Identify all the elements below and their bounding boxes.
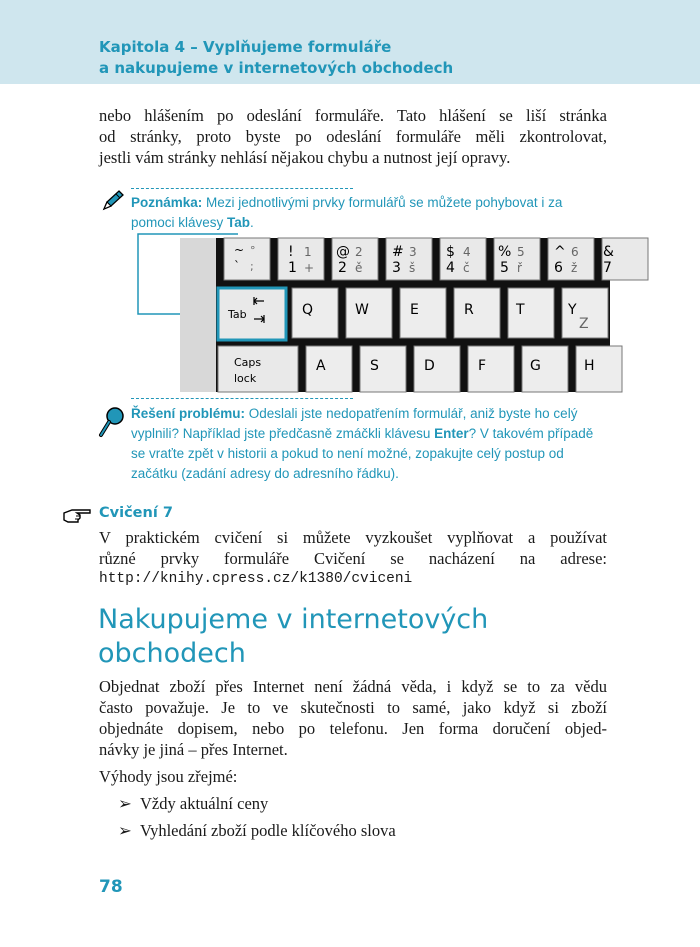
tip-line2b: ? V takovém případě (468, 426, 594, 441)
key-label: 3 (409, 245, 417, 259)
arrow-bullet-icon: ➢ (118, 821, 132, 840)
key-label: ! (288, 244, 294, 260)
key-d (414, 346, 460, 392)
caps-lock-key (218, 346, 298, 392)
paragraph-line: jestli vám stránky nehlásí nějakou chybu a nutnost její opravy. (99, 148, 511, 167)
key-label: A (316, 358, 326, 374)
key-5 (494, 238, 540, 280)
keyboard-illustration (130, 230, 614, 392)
tip-key: Enter (434, 426, 469, 441)
section-heading (98, 603, 618, 671)
paragraph-line: nebo hlášením po odeslání formuláře. Tato hlášení se liší stránka (99, 106, 607, 125)
key-4 (440, 238, 486, 280)
key-e (400, 288, 446, 338)
key-label: T (516, 302, 525, 318)
key-label: ^ (554, 244, 566, 260)
key-2 (332, 238, 378, 280)
magnifier-icon (98, 405, 126, 439)
key-label: ě (355, 261, 363, 275)
tip-block (131, 404, 608, 484)
key-a (306, 346, 352, 392)
key-label: ř (517, 261, 522, 275)
note-top-rule (131, 188, 353, 189)
caps-label-line2: lock (234, 372, 257, 385)
key-label: 3 (392, 260, 401, 276)
tip-line4: začátku (zadání adresy do adresního řádku). (131, 466, 399, 481)
key-3 (386, 238, 432, 280)
key-label: Q (302, 302, 314, 318)
key-label: @ (336, 244, 350, 260)
key-t (508, 288, 554, 338)
exercise-line2: různé prvky formuláře Cvičení se nacházení na adrese: (99, 549, 607, 568)
note-block (131, 193, 608, 233)
paragraph-line: Objednat zboží přes Internet není žádná věda, i když se to za vědu (99, 677, 607, 696)
key-label: 6 (554, 260, 563, 276)
key-label: 5 (517, 245, 525, 259)
note-text-line1: Mezi jednotlivými prvky formulářů se můžete pohybovat i za (202, 195, 563, 210)
key-label: E (410, 302, 419, 318)
key-s (360, 346, 406, 392)
exercise-title: Cvičení 7 (99, 505, 173, 521)
note-key: Tab (227, 215, 251, 230)
advantages-intro: Výhody jsou zřejmé: (99, 767, 238, 786)
key-6 (548, 238, 594, 280)
list-item (118, 820, 396, 841)
key-label: 1 (304, 245, 312, 259)
key-label: ~ (234, 243, 245, 257)
tip-label: Řešení problému: (131, 406, 246, 421)
key-7 (602, 238, 648, 280)
key-label: R (464, 302, 474, 318)
key-w (346, 288, 392, 338)
note-label: Poznámka: (131, 195, 203, 210)
key-label: W (355, 302, 369, 318)
key-label: $ (446, 244, 455, 260)
tab-key (218, 288, 286, 340)
arrow-bullet-icon: ➢ (118, 794, 132, 813)
key-f (468, 346, 514, 392)
list-item-text: Vyhledání zboží podle klíčového slova (140, 821, 396, 840)
key-1 (278, 238, 324, 280)
key-label: 4 (463, 245, 471, 259)
key-label: č (463, 261, 470, 275)
section-heading-line2: obchodech (98, 638, 246, 669)
exercise-line1: V praktickém cvičení si můžete vyzkoušet vyplňovat a používat (99, 528, 607, 547)
chapter-title-line2: a nakupujeme v internetových obchodech (99, 59, 454, 77)
pointing-hand-icon (62, 506, 92, 526)
key-g (522, 346, 568, 392)
tip-line3: se vraťte zpět v historii a pokud to není možné, zopakujte celý postup od (131, 446, 564, 461)
tab-key-label: Tab (228, 308, 247, 321)
key-label: Y (568, 302, 577, 318)
key-label: š (409, 261, 416, 275)
key-label: 1 (288, 260, 297, 276)
tip-line1: Odeslali jste nedopatřením formulář, aniž byste ho celý (245, 406, 578, 421)
key-label: F (478, 358, 487, 374)
keyboard-edge (180, 238, 216, 392)
key-label: 6 (571, 245, 579, 259)
intro-paragraph (99, 105, 607, 168)
paragraph-line: objednáte dopisem, nebo po telefonu. Jen forma doručení objed- (99, 719, 607, 738)
key-q (292, 288, 338, 338)
key-label: 4 (446, 260, 455, 276)
key-label: Z (579, 316, 589, 332)
key-h (576, 346, 622, 392)
key-r (454, 288, 500, 338)
key-label: ž (571, 261, 578, 275)
key-label: G (530, 358, 541, 374)
paragraph-line: od stránky, proto byste po odeslání formuláře měli zkontrolovat, (99, 127, 607, 146)
key-label: + (304, 261, 315, 275)
key-label: % (498, 244, 512, 260)
tip-line2a: vyplnili? Například jste předčasně zmáčkli klávesu (131, 426, 435, 441)
note-text-line2: pomoci klávesy (131, 215, 228, 230)
exercise-url[interactable]: http://knihy.cpress.cz/k1380/cviceni (99, 571, 413, 587)
chapter-title (99, 37, 619, 79)
list-item (118, 793, 268, 814)
list-item-text: Vždy aktuální ceny (140, 794, 269, 813)
key-label: S (370, 358, 379, 374)
note-period: . (250, 215, 254, 230)
caps-label-line1: Caps (234, 356, 262, 369)
key-label: ° (250, 244, 256, 257)
paragraph-line: často považuje. Je to ve skutečnosti to samé, jako když si zboží (99, 698, 607, 717)
tip-top-rule (131, 398, 353, 399)
key-label: 2 (338, 260, 347, 276)
key-label: 5 (500, 260, 509, 276)
key-label: 2 (355, 245, 363, 259)
key-label: # (392, 244, 404, 260)
section-heading-line1: Nakupujeme v internetových (98, 604, 489, 635)
paragraph-line: návky je jiná – přes Internet. (99, 740, 288, 759)
pen-icon (100, 188, 126, 214)
key-label: ` (234, 259, 240, 273)
key-label: D (424, 358, 435, 374)
section-paragraph (99, 676, 607, 760)
page-number: 78 (99, 877, 123, 897)
exercise-text (99, 527, 607, 590)
key-label: ; (250, 260, 254, 273)
key-label: 7 (603, 260, 612, 276)
key-y (562, 288, 608, 338)
key-label: & (603, 244, 614, 260)
key-label: H (584, 358, 595, 374)
chapter-title-line1: Kapitola 4 – Vyplňujeme formuláře (99, 38, 392, 56)
key-tilde (224, 238, 270, 280)
